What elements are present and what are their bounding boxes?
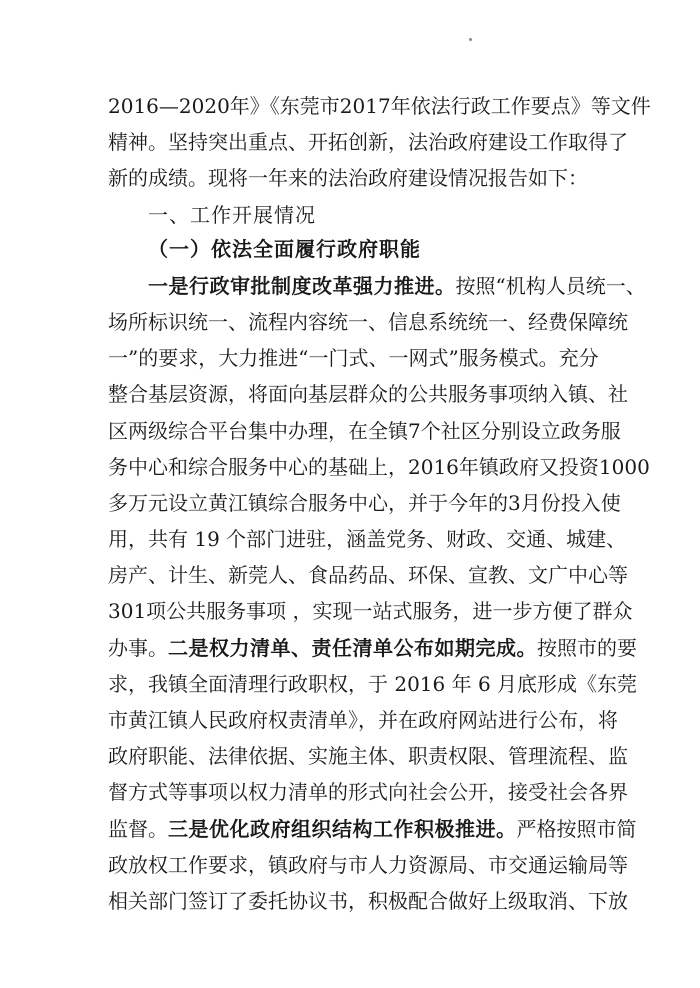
subsection-heading: （一）依法全面履行政府职能 [148,237,421,261]
body-line-16: 办事。二是权力清单、责任清单公布如期完成。按照市的要 [108,636,637,660]
scan-speck [469,38,472,41]
section-heading: 一、工作开展情况 [148,203,316,227]
body-line-1: 2016—2020年》《东莞市2017年依法行政工作要点》等文件 [108,94,651,118]
body-line-8: 一”的要求，大力推进“一门式、一网式”服务模式。充分 [108,346,599,370]
body-line-6: 一是行政审批制度改革强力推进。按照“机构人员统一、 [148,274,646,298]
body-line-22: 政放权工作要求，镇政府与市人力资源局、市交通运输局等 [108,853,628,877]
body-line-13: 用，共有 19 个部门进驻，涵盖党务、财政、交通、城建、 [108,527,627,551]
body-line-14: 房产、计生、新莞人、食品药品、环保、宣教、文广中心等 [108,563,628,587]
body-line-9: 整合基层资源，将面向基层群众的公共服务事项纳入镇、社 [108,382,628,406]
body-line-17: 求，我镇全面清理行政职权，于 2016 年 6 月底形成《东莞 [108,672,638,696]
body-line-23: 相关部门签订了委托协议书，积极配合做好上级取消、下放 [108,889,628,913]
body-line-2: 精神。坚持突出重点、开拓创新，法治政府建设工作取得了 [108,130,628,154]
body-line-12: 多万元设立黄江镇综合服务中心，并于今年的3月份投入使 [108,491,621,515]
body-line-20: 督方式等事项以权力清单的形式向社会公开，接受社会各界 [108,780,628,804]
body-line-18: 市黄江镇人民政府权责清单》，并在政府网站进行公布，将 [108,708,618,732]
body-line-21: 监督。三是优化政府组织结构工作积极推进。严格按照市简 [108,817,637,841]
body-line-3: 新的成绩。现将一年来的法治政府建设情况报告如下： [108,166,588,190]
body-line-10: 区两级综合平台集中办理，在全镇7个社区分别设立政务服 [108,419,621,443]
body-line-11: 务中心和综合服务中心的基础上，2016年镇政府又投资1000 [108,455,650,479]
body-line-15: 301项公共服务事项 ，实现一站式服务，进一步方便了群众 [108,599,633,623]
body-line-7: 场所标识统一、流程内容统一、信息系统统一、经费保障统 [108,310,628,334]
body-line-19: 政府职能、法律依据、实施主体、职责权限、管理流程、监 [108,744,628,768]
